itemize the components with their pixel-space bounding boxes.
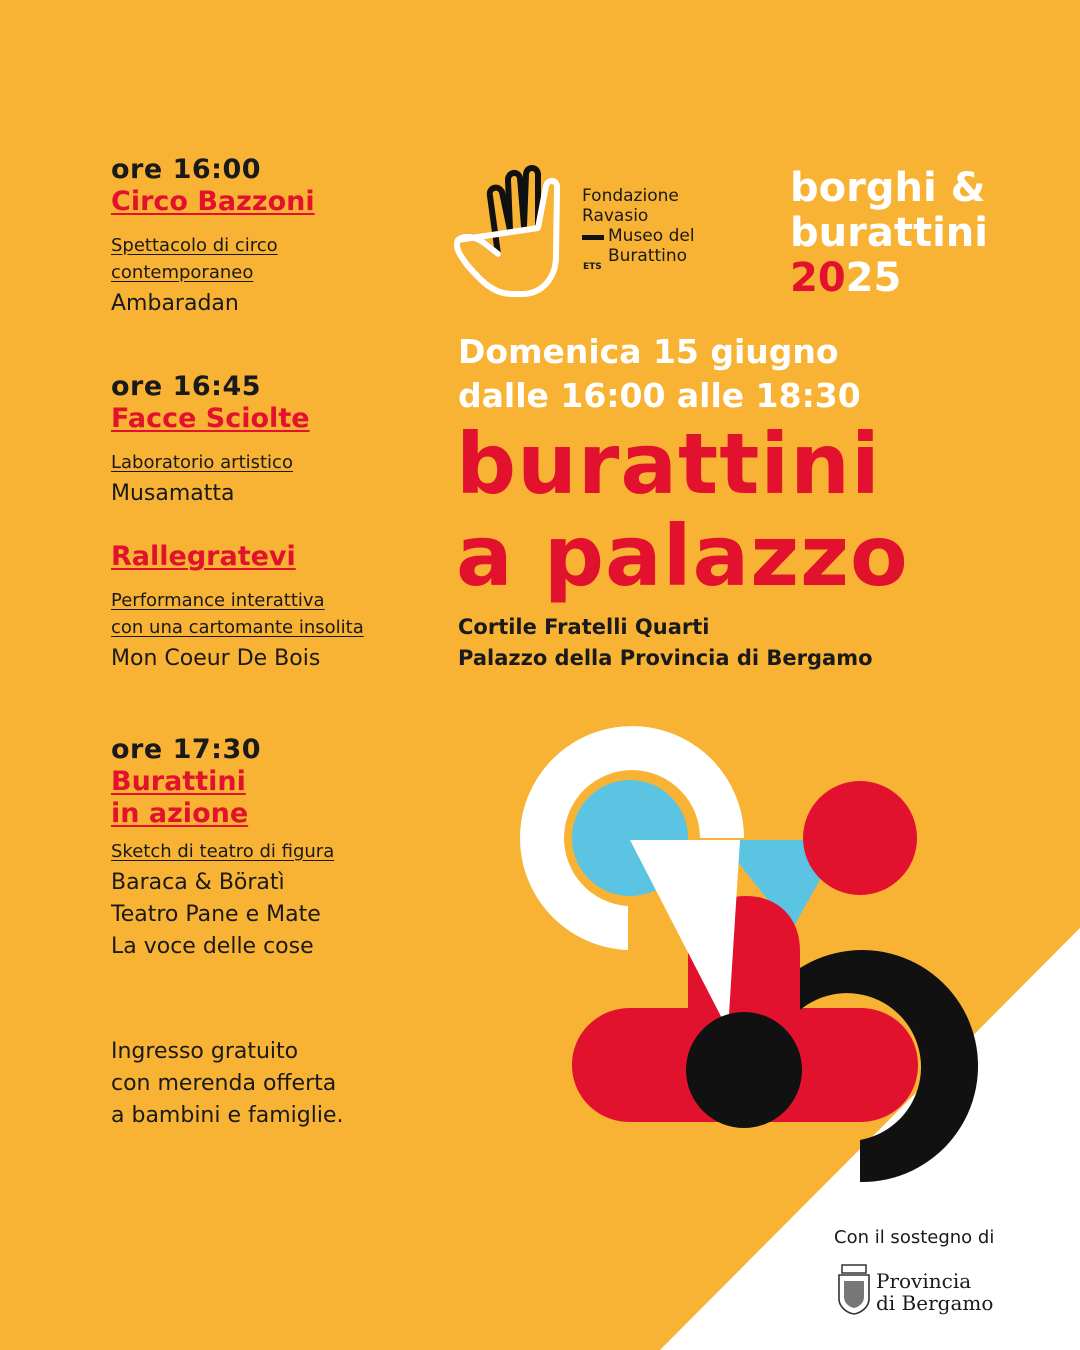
act-description-line: Performance interattiva	[111, 590, 325, 611]
act-description-line: Sketch di teatro di figura	[111, 841, 335, 862]
ets-label: ETS	[583, 262, 602, 272]
act-title-rallegratevi[interactable]: Rallegratevi	[111, 541, 296, 572]
act-title-line: Burattini	[111, 766, 246, 797]
note-line: a bambini e famiglie.	[111, 1103, 344, 1128]
logo-line: Burattino	[608, 246, 688, 266]
performer-name: Mon Coeur De Bois	[111, 646, 321, 671]
act-title-line: in azione	[111, 798, 249, 829]
time-label: ore 16:00	[111, 154, 262, 185]
act-title-circo-bazzoni[interactable]: Circo Bazzoni	[111, 186, 315, 217]
performer-name: Baraca & Böratì	[111, 870, 285, 895]
figure-white-triangle	[630, 840, 740, 1030]
act-description-line: Laboratorio artistico	[111, 452, 293, 473]
sponsor-name-line: Provincia	[876, 1269, 972, 1293]
note-line: Ingresso gratuito	[111, 1039, 299, 1064]
sponsor-label: Con il sostegno di	[834, 1227, 995, 1248]
event-hours-line: dalle 16:00 alle 18:30	[458, 376, 861, 415]
act-title-facce-sciolte[interactable]: Facce Sciolte	[111, 403, 310, 434]
sponsor-name	[876, 1270, 993, 1314]
act-description-line: contemporaneo	[111, 262, 254, 283]
logo-line: Fondazione	[582, 186, 679, 206]
logo-line: Museo del	[608, 226, 695, 246]
performer-name: La voce delle cose	[111, 934, 314, 959]
figure-red-circle	[803, 781, 917, 895]
performer-name: Musamatta	[111, 481, 235, 506]
act-description-line: con una cartomante insolita	[111, 617, 364, 638]
festival-line: borghi &	[790, 165, 986, 211]
province-crest-icon	[836, 1261, 872, 1315]
year-part: 25	[845, 255, 902, 301]
sponsor-name-line: di Bergamo	[876, 1291, 994, 1315]
venue-line: Cortile Fratelli Quarti	[458, 615, 710, 639]
year-part: 20	[790, 255, 846, 301]
time-label: ore 17:30	[111, 734, 262, 765]
figure-black-circle	[686, 1012, 802, 1128]
time-label: ore 16:45	[111, 371, 262, 402]
performer-name: Teatro Pane e Mate	[111, 902, 321, 927]
logo-line: Ravasio	[582, 206, 649, 226]
performer-name: Ambaradan	[111, 291, 239, 316]
act-description-line: Spettacolo di circo	[111, 235, 278, 256]
event-title-line: a palazzo	[456, 507, 909, 605]
note-line: con merenda offerta	[111, 1071, 337, 1096]
venue-line: Palazzo della Provincia di Bergamo	[458, 646, 873, 670]
event-date-line: Domenica 15 giugno	[458, 332, 839, 371]
festival-line: burattini	[790, 210, 988, 256]
event-title-line: burattini	[456, 415, 881, 513]
